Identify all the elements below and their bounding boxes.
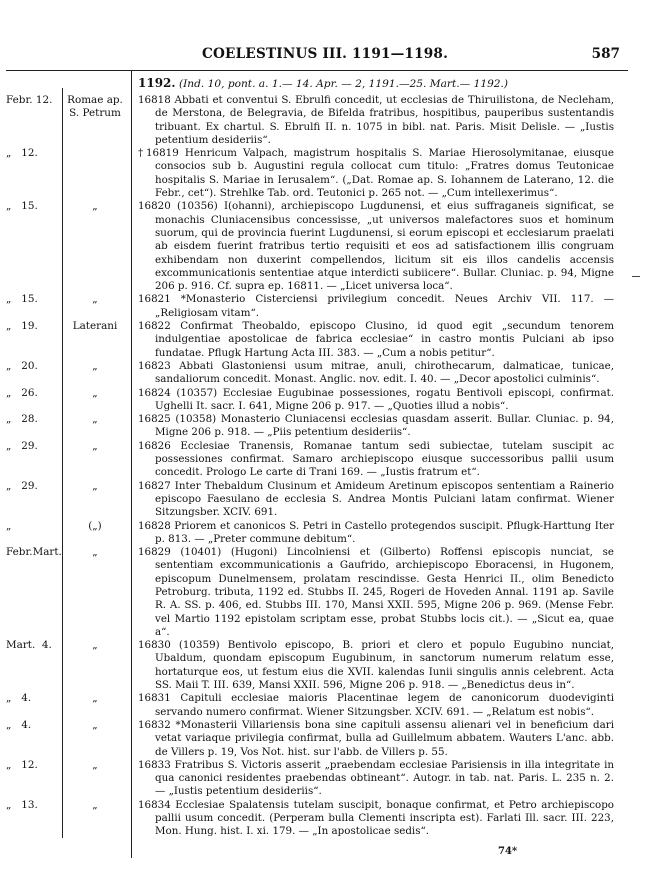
entry-text: 16818 Abbati et conventui S. Ebrulfi concedit, ut ecclesias de Thiruilistona, de Necleham, de Merstona, de Belegravia, de Bifelda fratribus, hospitibus, pauperibus sustentandis tribuant. Ex chartul. S. Ebrulfi II. n. 1075 in bibl. nat. Paris. Misit Delisle. — „Iustis petentium desideriis“. bbox=[138, 94, 614, 146]
entry-row bbox=[0, 759, 650, 799]
year-heading bbox=[138, 76, 508, 90]
entry-date: „ 29. bbox=[6, 479, 38, 492]
entry-text: 16825 (10358) Monasterio Cluniacensi ecclesias quasdam asserit. Bullar. Cluniac. p. 94, Migne 206 p. 918. — „Piis petentium desideriis“. bbox=[138, 413, 614, 439]
signature-mark: 74* bbox=[498, 846, 518, 857]
entry-text: 16820 (10356) I(ohanni), archiepiscopo Lugdunensi, et eius suffraganeis significat, se monachis Cluniacensibus concessisse, „ut universos malefactores suos et hominum suorum, qui de provincia fuerint Lugdunensi, si eorum episcopi et ecclesiarum praelati ab eisdem fuerint fratribus tertio requisiti et eos ad satisfactionem illis congruam exhibendam non duxerint compellendos, licitum sit eis illos candelis accensis excommunicationis sententiae atque interdicti subiicere“. Bullar. Cluniac. p. 94, Migne 206 p. 916. Cf. supra ep. 16811. — „Licet universa loca“. bbox=[138, 200, 614, 293]
entry-text: 16834 Ecclesiae Spalatensis tutelam suscipit, bonaque confirmat, et Petro archiepiscopo pallii usum concedit. (Perperam bulla Clementi inscripta est). Farlati Ill. sacr. III. 223, Mon. Hung. hist. I. xi. 179. — „In apostolicae sedis“. bbox=[138, 798, 614, 838]
entry-date: „ 4. bbox=[6, 718, 32, 731]
entry-row bbox=[0, 200, 650, 293]
entry-date: „ 4. bbox=[6, 692, 32, 705]
year-label: 1192. bbox=[138, 76, 176, 90]
entry-row bbox=[0, 480, 650, 520]
entry-place: Laterani bbox=[72, 320, 118, 333]
entry-date: „ 15. bbox=[6, 200, 38, 213]
entry-row bbox=[0, 639, 650, 692]
entry-text: 16824 (10357) Ecclesiae Eugubinae possessiones, rogatu Bentivoli episcopi, confirmat. Ughelli It. sacr. I. 641, Migne 206 p. 917. — „Quoties illud a nobis“. bbox=[138, 386, 614, 412]
entry-date: „ 12. bbox=[6, 758, 38, 771]
entry-row bbox=[0, 387, 650, 414]
entry-place: „ bbox=[92, 293, 98, 306]
entry-place: „ bbox=[92, 479, 98, 492]
entry-date: „ 19. bbox=[6, 320, 38, 333]
entry-row bbox=[0, 546, 650, 639]
entry-place: („) bbox=[88, 519, 102, 532]
entry-place: „ bbox=[92, 798, 98, 811]
entry-row bbox=[0, 360, 650, 387]
header-rule bbox=[6, 70, 628, 71]
entry-date: Febr. 12. bbox=[6, 94, 53, 106]
entry-text: 16822 Confirmat Theobaldo, episcopo Clusino, id quod egit „secundum tenorem indulgentiae apostolicae de fabrica ecclesiae“ in castro montis Pulciani ab ipso fundatae. Pflugk Hartung Acta III. 383. — „Cum a nobis petitur“. bbox=[138, 320, 614, 359]
entry-row bbox=[0, 147, 650, 200]
entry-text: 16830 (10359) Bentivolo episcopo, B. priori et clero et populo Eugubino nunciat, Ubaldum, quondam episcopum Eugubinum, in sanctorum numerum relatum esse, hortaturque eos, ut festum eius die XVII. kalendas Iunii singulis annis celebrent. Acta SS. Maii T. III. 639, Mansi XXII. 596, Migne 206 p. 918. — „Benedictus deus in“. bbox=[138, 639, 614, 692]
entry-place: „ bbox=[92, 200, 98, 213]
entry-row bbox=[0, 719, 650, 759]
entry-date: „ 29. bbox=[6, 439, 38, 452]
running-head bbox=[0, 46, 650, 66]
entry-place: „ bbox=[92, 639, 98, 652]
entry-place: „ bbox=[92, 692, 98, 705]
entry-date: „ 26. bbox=[6, 386, 38, 399]
entry-row bbox=[0, 520, 650, 547]
entry-text: †16819 Henricum Valpach, magistrum hospitalis S. Mariae Hierosolymitanae, eiusque consocios sub b. Augustini regula collocat cum titulo: „Fratres domus Teutonicae hospitalis S. Mariae in Ierusalem“. („Dat. Romae ap. S. Iohannem de Laterano, 12. die Febr., cet“). Strehlke Tab. ord. Teutonici p. 265 not. — „Cum intellexerimus“. bbox=[138, 147, 614, 200]
entry-date: Febr.Mart. bbox=[6, 546, 62, 559]
entry-place: „ bbox=[92, 439, 98, 452]
entry-row bbox=[0, 94, 650, 147]
entry-date: „ 28. bbox=[6, 413, 38, 426]
entry-date: „ 12. bbox=[6, 147, 38, 160]
entry-row bbox=[0, 692, 650, 719]
entry-date: „ bbox=[6, 519, 12, 532]
entry-text: 16829 (10401) (Hugoni) Lincolniensi et (Gilberto) Roffensi episcopis nunciat, se sententiam excommunicationis a Gaufrido, archiepiscopo Eboracensi, in Hugonem, episcopum Dunelmensem, prolatam rescindisse. Gesta Henrici II., olim Benedicto Petroburg. tributa, 1192 ed. Stubbs II. 245, Rogeri de Hoveden Annal. 1191 ap. Savile R. A. SS. p. 406, ed. Stubbs III. 170, Mansi XXII. 595, Migne 206 p. 969. (Mense Febr. vel Martio 1192 epistolam scriptam esse, probat Stubbs locis cit.). — „Sicut ea, quae a“. bbox=[138, 546, 614, 638]
entries-list bbox=[0, 94, 650, 839]
entry-row bbox=[0, 413, 650, 440]
entry-text: 16821 *Monasterio Cisterciensi privilegium concedit. Neues Archiv VII. 117. — „Religiosam vitam“. bbox=[138, 293, 614, 319]
entry-date: „ 20. bbox=[6, 359, 38, 372]
entry-row bbox=[0, 799, 650, 839]
entry-date: Mart. 4. bbox=[6, 639, 52, 652]
entry-place: Romae ap. S. Petrum bbox=[67, 94, 123, 120]
entry-place: „ bbox=[92, 386, 98, 399]
entry-place: „ bbox=[92, 359, 98, 372]
entry-text: 16831 Capituli ecclesiae maioris Placentinae legem de canonicorum duodeviginti servando numero confirmat. Wiener Sitzungsber. XCIV. 691. — „Relatum est nobis“. bbox=[138, 692, 614, 718]
entry-text: 16833 Fratribus S. Victoris asserit „praebendam ecclesiae Parisiensis in illa integritate in qua canonici residentes praebendas obtineant“. Autogr. in tab. nat. Paris. L. 235 n. 2. — „Iustis petentium desideriis“. bbox=[138, 758, 614, 798]
entry-row bbox=[0, 440, 650, 480]
margin-mark bbox=[632, 276, 640, 277]
entry-place: „ bbox=[92, 718, 98, 731]
entry-place: „ bbox=[92, 413, 98, 426]
entry-place: „ bbox=[92, 546, 98, 559]
year-note: (Ind. 10, pont. a. 1.— 14. Apr. — 2, 1191.—25. Mart.— 1192.) bbox=[178, 78, 509, 90]
page-number: 587 bbox=[591, 46, 620, 62]
entry-row bbox=[0, 320, 650, 360]
entry-text: 16823 Abbati Glastoniensi usum mitrae, anuli, chirothecarum, dalmaticae, tunicae, sandaliorum concedit. Monast. Anglic. nov. edit. I. 40. — „Decor apostolici culminis“. bbox=[138, 359, 614, 386]
entry-row bbox=[0, 293, 650, 320]
entry-place: „ bbox=[92, 758, 98, 771]
entry-text: 16832 *Monasterii Villariensis bona sine capituli assensu alienari vel in beneficium dari vetat variaque privilegia confirmat, bulla ad Guillelmum abbatem. Wauters L'anc. abb. de Villers p. 19, Vos Not. hist. sur l'abb. de Villers p. 55. bbox=[138, 718, 614, 758]
entry-text: 16826 Ecclesiae Tranensis, Romanae tantum sedi subiectae, tutelam suscipit ac possessiones confirmat. Samaro archiepiscopo eiusque successoribus pallii usum concedit. Prologo Le carte di Trani 169. — „Iustis fratrum et“. bbox=[138, 439, 614, 479]
entry-text: 16828 Priorem et canonicos S. Petri in Castello protegendos suscipit. Pflugk-Harttung Iter p. 813. — „Preter commune debitum“. bbox=[138, 519, 614, 545]
entry-date: „ 13. bbox=[6, 798, 38, 811]
entry-text: 16827 Inter Thebaldum Clusinum et Amideum Aretinum episcopos sententiam a Rainerio episcopo Faesulano de ecclesia S. Andrea Montis Pulciani latam confirmat. Wiener Sitzungsber. XCIV. 691. bbox=[138, 479, 614, 519]
entry-date: „ 15. bbox=[6, 293, 38, 306]
page-title: COELESTINUS III. 1191—1198. bbox=[202, 46, 448, 62]
